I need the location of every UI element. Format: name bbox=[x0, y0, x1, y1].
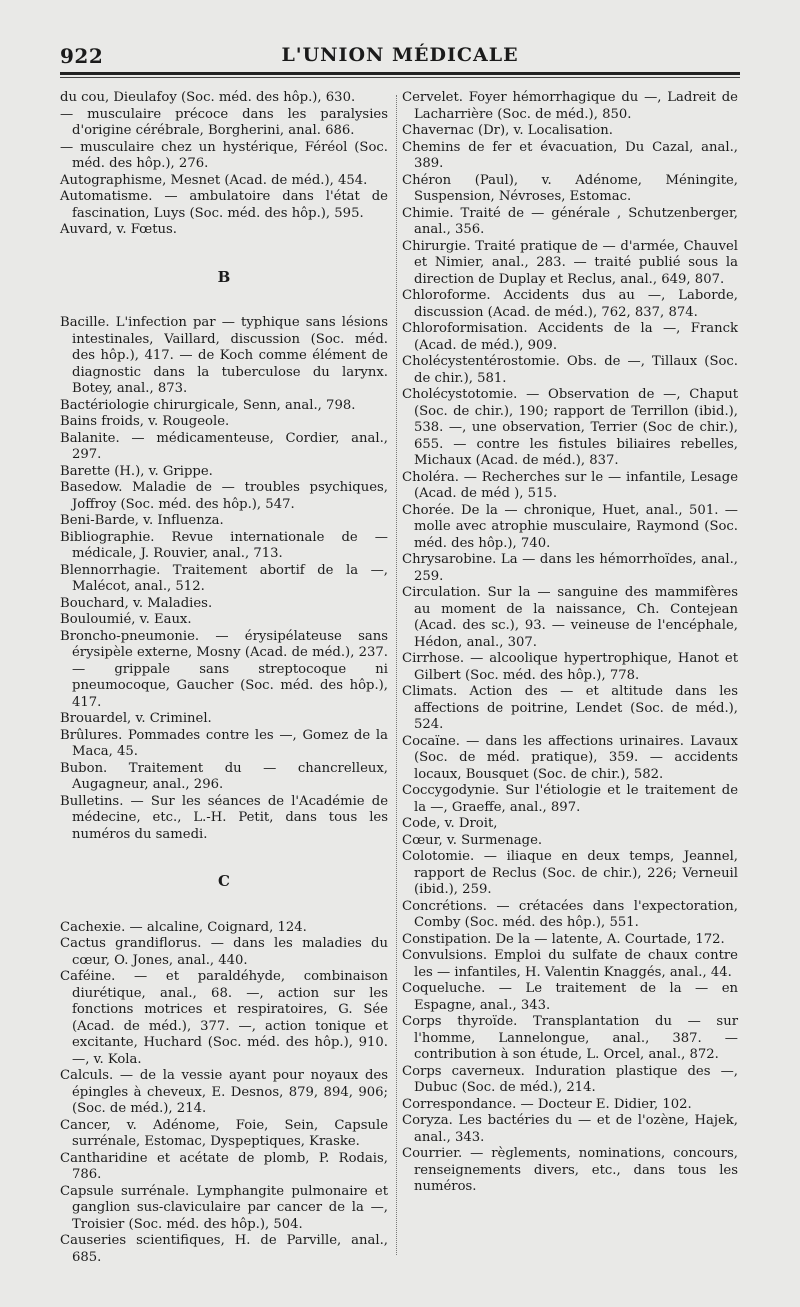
index-entry: Cachexie. — alcaline, Coignard, 124. bbox=[60, 919, 307, 935]
index-entry: Cœur, v. Surmenage. bbox=[402, 832, 543, 848]
section-letter: B bbox=[217, 267, 231, 286]
header-rule-thin bbox=[60, 77, 740, 78]
index-entry: Basedow. Maladie de — troubles psychiques, Joffroy (Soc. méd. des hôp.), 547. bbox=[60, 480, 388, 512]
index-entry: Cancer, v. Adénome, Foie, Sein, Capsule surrénale, Estomac, Dyspeptiques, Kraske. bbox=[60, 1117, 388, 1149]
index-entry: Cactus grandiflorus. — dans les maladies du cœur, O. Jones, anal., 440. bbox=[60, 936, 388, 968]
index-entry: Corps caverneux. Induration plastique des —, Dubuc (Soc. de méd.), 214. bbox=[402, 1063, 738, 1095]
index-entry: Bacille. L'infection par — typhique sans lésions intestinales, Vaillard, discussion (Soc. méd. des hôp.), 417. — de Koch comme élément de diagnostic dans la tuberculose du larynx. Botey, anal., 873. bbox=[60, 315, 388, 396]
index-entry: Blennorrhagie. Traitement abortif de la —, Malécot, anal., 512. bbox=[60, 562, 388, 594]
index-entry: Bubon. Traitement du — chancrelleux, Augagneur, anal., 296. bbox=[60, 760, 388, 792]
right-column bbox=[402, 90, 738, 1196]
index-entry: Chemins de fer et évacuation, Du Cazal, anal., 389. bbox=[402, 139, 738, 171]
index-entry: Cantharidine et acétate de plomb, P. Rodais, 786. bbox=[60, 1150, 388, 1182]
index-entry: du cou, Dieulafoy (Soc. méd. des hôp.), 630. bbox=[60, 90, 356, 105]
index-entry: Chloroforme. Accidents dus au —, Laborde, discussion (Acad. de méd.), 762, 837, 874. bbox=[402, 288, 738, 320]
header-rule bbox=[60, 72, 740, 75]
index-entry: Automatisme. — ambulatoire dans l'état de fascination, Luys (Soc. méd. des hôp.), 595. bbox=[60, 189, 388, 221]
index-entry: Beni-Barde, v. Influenza. bbox=[60, 513, 224, 528]
index-entry: Calculs. — de la vessie ayant pour noyaux des épingles à cheveux, E. Desnos, 879, 894, 906; (Soc. de méd.), 214. bbox=[60, 1068, 388, 1116]
index-entry: Correspondance. — Docteur E. Didier, 102. bbox=[402, 1096, 692, 1112]
index-entry: Coryza. Les bactéries du — et de l'ozène, Hajek, anal., 343. bbox=[402, 1113, 738, 1145]
index-entry: Chorée. De la — chronique, Huet, anal., 501. — molle avec atrophie musculaire, Raymond (Soc. méd. des hôp.), 740. bbox=[402, 502, 738, 551]
index-entry: Auvard, v. Fœtus. bbox=[60, 222, 177, 237]
page-number: 922 bbox=[60, 44, 104, 68]
index-entry: Constipation. De la — latente, A. Courtade, 172. bbox=[402, 931, 725, 947]
page-header bbox=[60, 40, 740, 68]
index-entry: Cirrhose. — alcoolique hypertrophique, Hanot et Gilbert (Soc. méd. des hôp.), 778. bbox=[402, 651, 738, 683]
index-entry: Cocaïne. — dans les affections urinaires. Lavaux (Soc. de méd. pratique), 359. — accidents locaux, Bousquet (Soc. de chir.), 582. bbox=[402, 733, 738, 782]
index-entry: Concrétions. — crétacées dans l'expectoration, Comby (Soc. méd. des hôp.), 551. bbox=[402, 898, 738, 930]
index-entry: — musculaire précoce dans les paralysies d'origine cérébrale, Borgherini, anal. 686. bbox=[60, 106, 388, 138]
index-entry: Capsule surrénale. Lymphangite pulmonaire et ganglion sus-claviculaire par cancer de la —, Troisier (Soc. méd. des hôp.), 504. bbox=[60, 1183, 388, 1232]
index-entry: Chavernac (Dr), v. Localisation. bbox=[402, 123, 613, 138]
index-entry: Convulsions. Emploi du sulfate de chaux contre les — infantiles, H. Valentin Knaggés, anal., 44. bbox=[402, 948, 738, 980]
index-entry: Chloroformisation. Accidents de la —, Franck (Acad. de méd.), 909. bbox=[402, 321, 738, 353]
index-entry: Caféine. — et paraldéhyde, combinaison diurétique, anal., 68. —, action sur les fonctions motrices et respiratoires, G. Sée (Acad. de méd.), 377. —, action tonique et excitante, Huchard (Soc. méd. des hôp.), 910. —, v. Kola. bbox=[60, 969, 388, 1067]
index-entry: Corps thyroïde. Transplantation du — sur l'homme, Lannelongue, anal., 387. — contribution à son étude, L. Orcel, anal., 872. bbox=[402, 1014, 738, 1062]
index-entry: Bains froids, v. Rougeole. bbox=[60, 414, 230, 429]
index-entry: Cholécystentérostomie. Obs. de —, Tillaux (Soc. de chir.), 581. bbox=[402, 354, 738, 386]
index-entry: Chéron (Paul), v. Adénome, Méningite, Suspension, Névroses, Estomac. bbox=[402, 172, 738, 204]
index-entry: Bactériologie chirurgicale, Senn, anal., 798. bbox=[60, 397, 356, 413]
index-entry: Broncho-pneumonie. — érysipélateuse sans érysipèle externe, Mosny (Acad. de méd.), 237. — grippale sans streptocoque ni pneumocoque, Gaucher (Soc. méd. des hôp.), 417. bbox=[60, 628, 388, 710]
index-entry: Bouloumié, v. Eaux. bbox=[60, 612, 192, 627]
index-entry: Bibliographie. Revue internationale de — médicale, J. Rouvier, anal., 713. bbox=[60, 529, 388, 561]
index-entry: Code, v. Droit, bbox=[402, 816, 498, 831]
index-entry: Climats. Action des — et altitude dans les affections de poitrine, Lendet (Soc. de méd.), 524. bbox=[402, 684, 738, 732]
left-column bbox=[60, 90, 388, 1266]
index-entry: Brouardel, v. Criminel. bbox=[60, 711, 212, 726]
index-entry: Coqueluche. — Le traitement de la — en Espagne, anal., 343. bbox=[402, 981, 738, 1013]
index-entry: Cholécystotomie. — Observation de —, Chaput (Soc. de chir.), 190; rapport de Terrillon (ibid.), 538. —, une observation, Terrier (Soc de chir.), 655. — contre les fistules biliaires rebelles, Michaux (Acad. de méd.), 837. bbox=[402, 387, 738, 468]
index-entry: Balanite. — médicamenteuse, Cordier, anal., 297. bbox=[60, 430, 388, 462]
index-entry: Colotomie. — iliaque en deux temps, Jeannel, rapport de Reclus (Soc. de chir.), 226; Verneuil (ibid.), 259. bbox=[402, 849, 738, 897]
index-entry: Circulation. Sur la — sanguine des mammifères au moment de la naissance, Ch. Contejean (Acad. des sc.), 93. — veineuse de l'encéphale, Hédon, anal., 307. bbox=[402, 585, 738, 650]
index-entry: Choléra. — Recherches sur le — infantile, Lesage (Acad. de méd ), 515. bbox=[402, 469, 738, 501]
index-entry: Autographisme, Mesnet (Acad. de méd.), 454. bbox=[60, 172, 368, 188]
index-entry: Brûlures. Pommades contre les —, Gomez de la Maca, 45. bbox=[60, 727, 388, 759]
index-entry: Chimie. Traité de — générale , Schutzenberger, anal., 356. bbox=[402, 205, 738, 237]
section-letter: C bbox=[218, 872, 230, 890]
index-entry: Coccygodynie. Sur l'étiologie et le traitement de la —, Graeffe, anal., 897. bbox=[402, 783, 738, 815]
column-divider bbox=[396, 95, 397, 1255]
index-entry: — musculaire chez un hystérique, Féréol (Soc. méd. des hôp.), 276. bbox=[60, 139, 388, 171]
index-entry: Bulletins. — Sur les séances de l'Académie de médecine, etc., L.-H. Petit, dans tous les numéros du samedi. bbox=[60, 793, 388, 842]
page-title: L'UNION MÉDICALE bbox=[281, 44, 519, 66]
index-entry: Cervelet. Foyer hémorrhagique du —, Ladreit de Lacharrière (Soc. de méd.), 850. bbox=[402, 90, 738, 122]
index-entry: Chrysarobine. La — dans les hémorrhoïdes, anal., 259. bbox=[402, 552, 738, 584]
index-entry: Causeries scientifiques, H. de Parville, anal., 685. bbox=[60, 1233, 388, 1265]
index-entry: Chirurgie. Traité pratique de — d'armée, Chauvel et Nimier, anal., 283. — traité publié sous la direction de Duplay et Reclus, anal., 649, 807. bbox=[402, 238, 738, 287]
index-entry: Barette (H.), v. Grippe. bbox=[60, 463, 213, 479]
index-entry: Bouchard, v. Maladies. bbox=[60, 595, 213, 611]
index-entry: Courrier. — règlements, nominations, concours, renseignements divers, etc., dans tous les numéros. bbox=[402, 1146, 738, 1194]
